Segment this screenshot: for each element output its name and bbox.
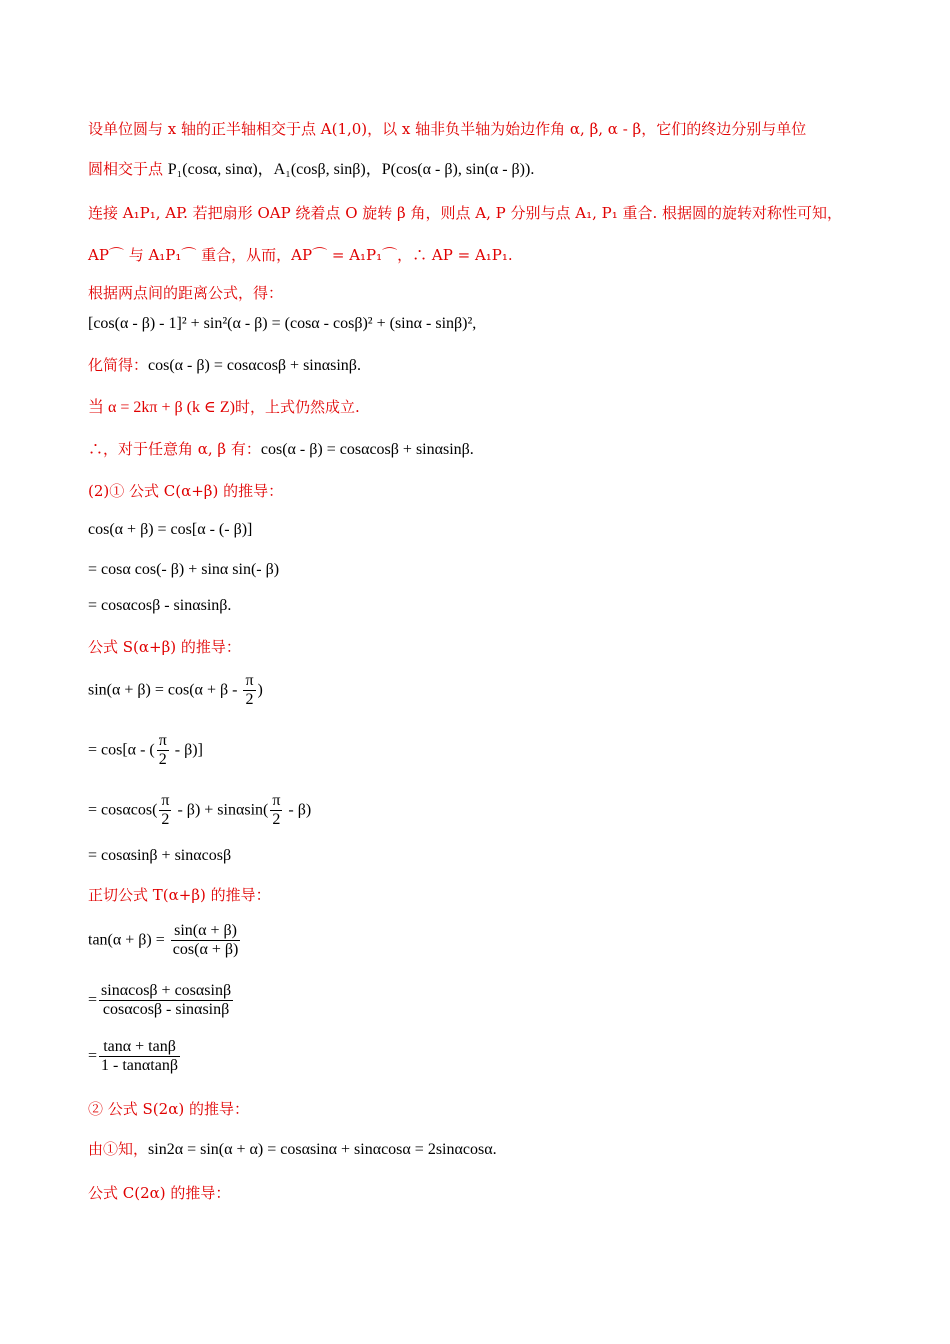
pi-over-two-fraction — [243, 672, 255, 710]
conclusion-label: ∴，对于任意角 α, β 有： — [88, 440, 261, 458]
pi-over-two-fraction — [157, 732, 169, 770]
fraction-denominator: 1 - tanαtanβ — [101, 1057, 178, 1075]
c-sum-step-2: = cosα cos(- β) + sinα sin(- β) — [88, 561, 280, 578]
fraction-denominator: 2 — [272, 811, 281, 829]
close-paren: ) — [257, 681, 263, 699]
t-sum-step-3 — [88, 1038, 182, 1076]
section-s-double-heading: ② 公式 S(2α) 的推导： — [88, 1100, 249, 1118]
from-label: 由①知， — [88, 1140, 149, 1158]
s-sum-step-2 — [88, 732, 203, 770]
fraction-numerator: sin(α + β) — [171, 922, 241, 941]
equals-sign: = — [88, 991, 98, 1009]
fraction-denominator: cosαcosβ - sinαsinβ — [102, 1001, 230, 1019]
text-line-3: 连接 A₁P₁, AP. 若把扇形 OAP 绕着点 O 旋转 β 角，则点 A, P 分别与点 A₁, P₁ 重合. 根据圆的旋转对称性可知， — [88, 204, 843, 222]
distance-equation: [cos(α - β) - 1]² + sin²(α - β) = (cosα - cosβ)² + (sinα - sinβ)², — [88, 315, 477, 332]
fraction-denominator: 2 — [245, 691, 254, 709]
text-line-2 — [88, 160, 534, 179]
section-c-double-heading: 公式 C(2α) 的推导： — [88, 1184, 231, 1202]
pi-over-two-fraction — [270, 792, 282, 830]
c-sum-step-3: = cosαcosβ - sinαsinβ. — [88, 597, 232, 614]
s-sum-step-2-lhs: = cos[α - ( — [88, 741, 155, 759]
text-line-2-label: 圆相交于点 — [88, 160, 168, 178]
text-line-24 — [88, 1140, 497, 1159]
s-sum-step-1 — [88, 672, 263, 710]
text-line-4: AP⌒ 与 A₁P₁⌒ 重合，从而，AP⌒ = A₁P₁⌒，∴ AP = A₁P₁. — [88, 246, 513, 264]
s-sum-step-3-part-1: = cosαcos( — [88, 801, 158, 819]
fraction-numerator: π — [243, 672, 255, 691]
cos-diff-formula: cos(α - β) = cosαcosβ + sinαsinβ. — [148, 357, 361, 374]
pi-over-two-fraction — [159, 792, 171, 830]
tan-fraction-1 — [171, 922, 241, 960]
s-sum-step-1-lhs: sin(α + β) = cos(α + β - — [88, 681, 242, 699]
section-s-sum-heading: 公式 S(α+β) 的推导： — [88, 638, 241, 656]
text-line-9 — [88, 440, 474, 459]
s-sum-step-3 — [88, 792, 311, 830]
t-sum-step-1-lhs: tan(α + β) = — [88, 931, 169, 949]
fraction-denominator: 2 — [158, 751, 167, 769]
fraction-numerator: tanα + tanβ — [99, 1038, 180, 1057]
s-sum-step-2-rhs: - β)] — [170, 741, 203, 759]
s-sum-step-4: = cosαsinβ + sinαcosβ — [88, 847, 232, 864]
sin-double-formula: sin2α = sin(α + α) = cosαsinα + sinαcosα = 2sinαcosα. — [148, 1141, 497, 1158]
s-sum-step-3-part-2: - β — [173, 801, 195, 819]
condition-expression: 当 α = 2kπ + β (k ∈ Z) — [88, 399, 235, 416]
text-line-1: 设单位圆与 x 轴的正半轴相交于点 A(1,0)，以 x 轴非负半轴为始边作角 α, β, α - β，它们的终边分别与单位 — [88, 120, 807, 138]
text-line-8 — [88, 398, 360, 417]
cos-diff-conclusion: cos(α - β) = cosαcosβ + sinαsinβ. — [260, 441, 474, 458]
fraction-numerator: π — [159, 792, 171, 811]
fraction-denominator: 2 — [161, 811, 170, 829]
s-sum-step-3-part-3: ) + sinαsin( — [194, 801, 269, 819]
s-sum-step-3-part-4: - β) — [284, 801, 312, 819]
condition-text: 时，上式仍然成立. — [234, 398, 360, 416]
fraction-numerator: π — [270, 792, 282, 811]
simplify-label: 化简得： — [88, 356, 149, 374]
fraction-numerator: π — [157, 732, 169, 751]
t-sum-step-1 — [88, 922, 242, 960]
c-sum-step-1: cos(α + β) = cos[α - (- β)] — [88, 521, 253, 538]
t-sum-step-2 — [88, 982, 235, 1020]
fraction-numerator: sinαcosβ + cosαsinβ — [99, 982, 233, 1001]
points-definition: P₁(cosα, sinα)，A₁(cosβ, sinβ)，P(cos(α - β), sin(α - β)). — [167, 161, 535, 178]
text-line-7 — [88, 356, 361, 375]
section-t-sum-heading: 正切公式 T(α+β) 的推导： — [88, 886, 271, 904]
section-c-sum-heading: (2)① 公式 C(α+β) 的推导： — [88, 482, 284, 500]
tan-fraction-3 — [99, 1038, 180, 1076]
tan-fraction-2 — [99, 982, 233, 1020]
fraction-denominator: cos(α + β) — [172, 941, 239, 959]
equals-sign: = — [88, 1047, 98, 1065]
text-line-5: 根据两点间的距离公式，得： — [88, 284, 284, 302]
